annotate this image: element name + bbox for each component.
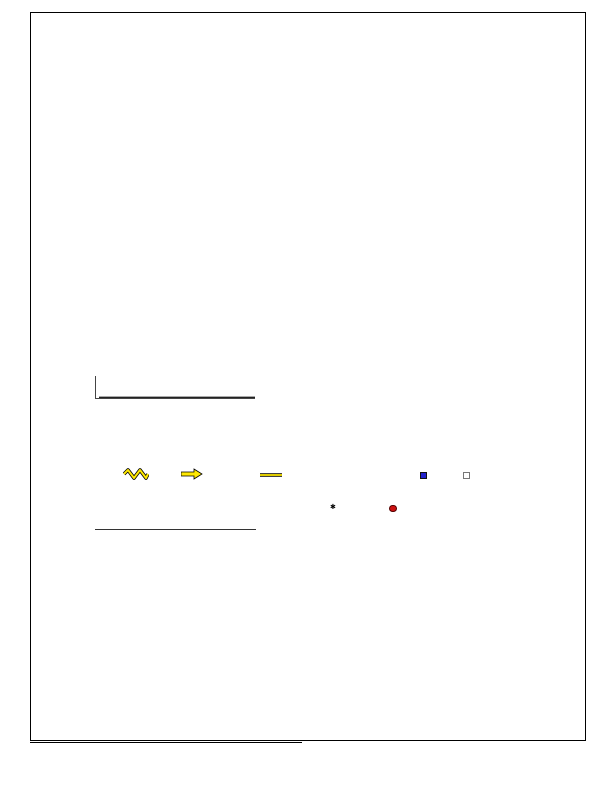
footer-rule [30, 742, 302, 743]
accessible-legend-icon: ✱ [330, 503, 336, 511]
buried-legend-icon [389, 505, 397, 513]
sequence-axis [95, 529, 256, 530]
beta-strand-icon [181, 468, 205, 480]
random-coil-icon [259, 471, 283, 479]
helix-icon [123, 467, 149, 481]
page-border [30, 12, 586, 741]
plot-c-yaxis [95, 376, 96, 399]
accessible-swatch [463, 472, 470, 479]
plot-c-mainchain-line [99, 397, 255, 398]
plot-c-xaxis [95, 398, 255, 399]
buried-swatch [420, 472, 427, 479]
